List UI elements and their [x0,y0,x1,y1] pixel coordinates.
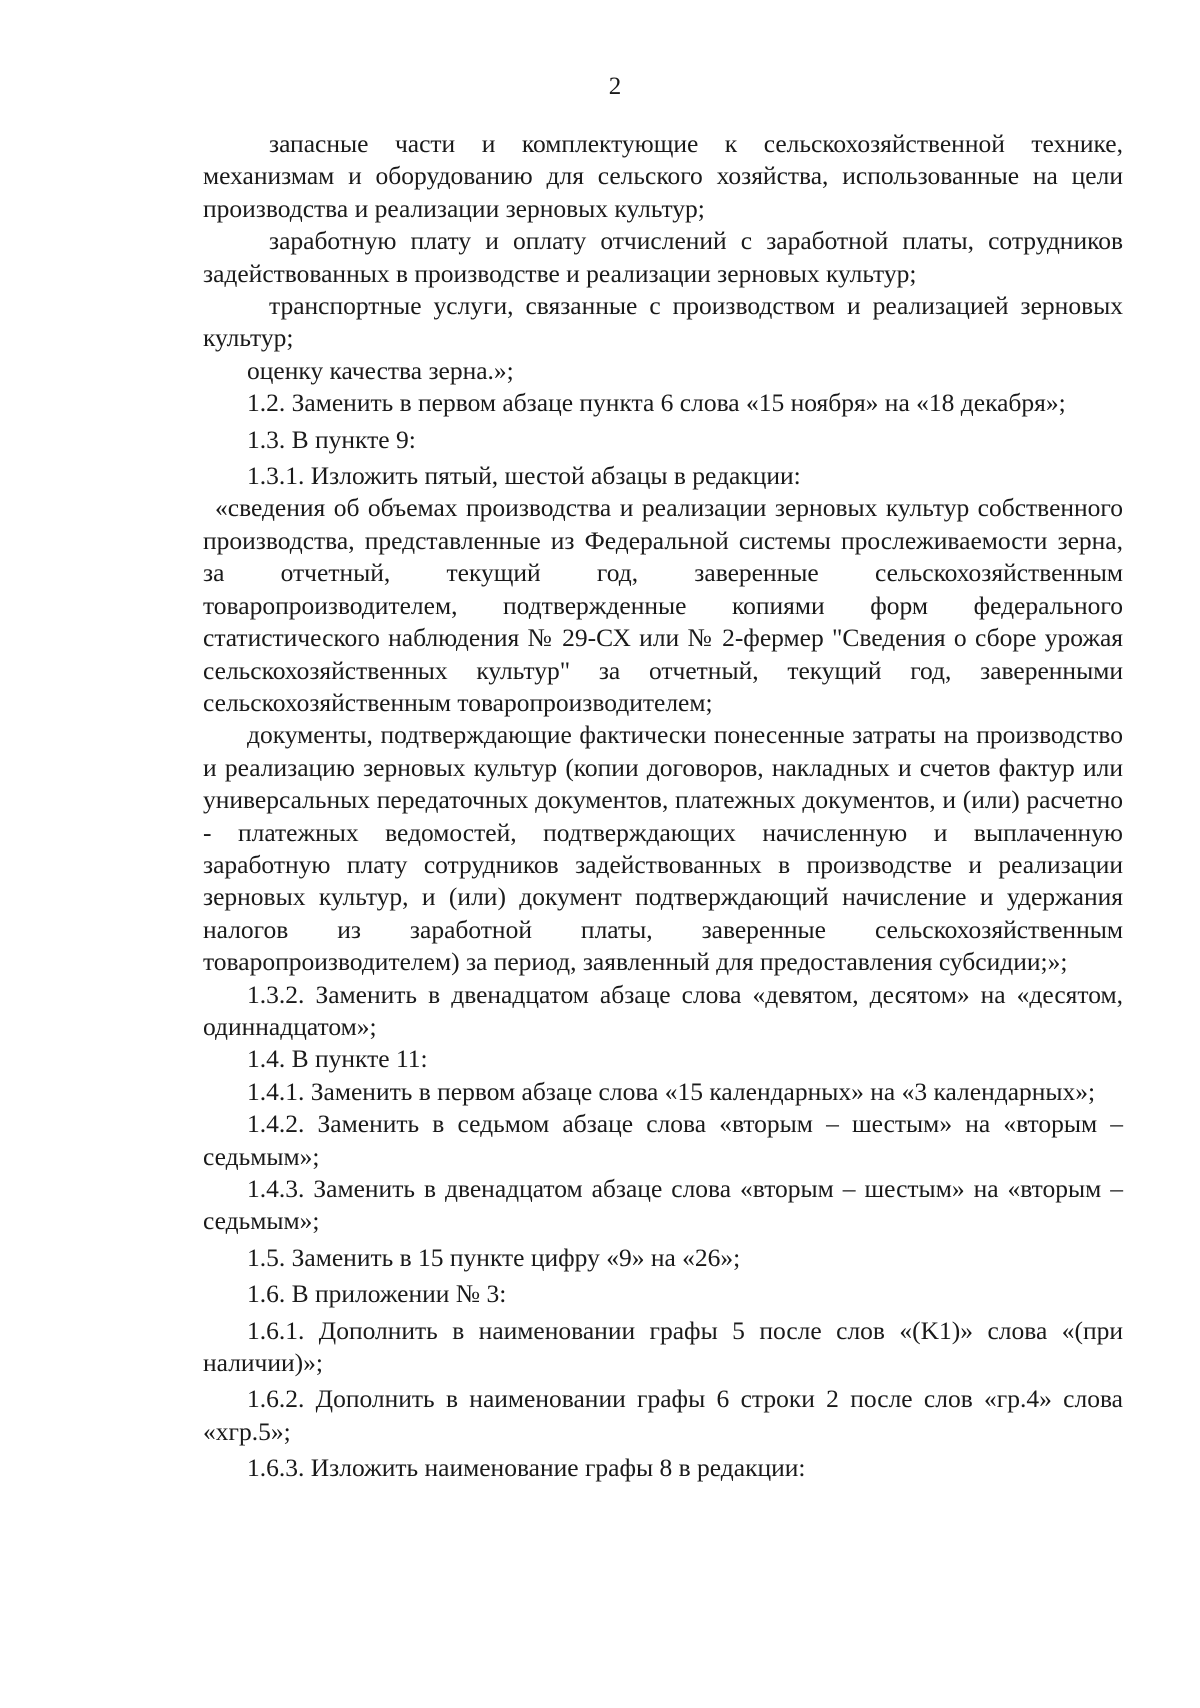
paragraph: 1.6.2. Дополнить в наименовании графы 6 строки 2 после слов «гр.4» слова «хгр.5»; [203,1384,1123,1446]
paragraph: транспортные услуги, связанные с производством и реализацией зерновых культур; [203,291,1123,353]
paragraph: 1.4.1. Заменить в первом абзаце слова «15 календарных» на «3 календарных»; [247,1076,1096,1106]
paragraph: запасные части и комплектующие к сельскохозяйственной технике, механизмам и оборудованию для сельского хозяйства, использованные на цели производства и реализации зерновых культур; [203,129,1123,223]
paragraph: 1.2. Заменить в первом абзаце пункта 6 слова «15 ноября» на «18 декабря»; [247,388,1066,418]
paragraph: «сведения об объемах производства и реализации зерновых культур собственного производства, представленные из Федеральной системы прослеживаемости зерна, за отчетный, текущий год, заверенные сельскохозяйственным товаропроизводителем, подтвержденные копиями форм федерального статистического наблюдения № 29-СХ или № 2-фермер "Сведения о сборе урожая сельскохозяйственных культур" за отчетный, текущий год, заверенными сельскохозяйственным товаропроизводителем; [203,493,1123,717]
paragraph: 1.3.1. Изложить пятый, шестой абзацы в редакции: [247,461,801,491]
paragraph: 1.3. В пункте 9: [247,424,416,454]
paragraph: заработную плату и оплату отчислений с заработной платы, сотрудников задействованных в производстве и реализации зерновых культур; [203,226,1123,288]
paragraph: 1.5. Заменить в 15 пункте цифру «9» на «26»; [247,1242,741,1272]
paragraph: 1.4.2. Заменить в седьмом абзаце слова «вторым – шестым» на «вторым – седьмым»; [203,1109,1123,1171]
paragraph: 1.4.3. Заменить в двенадцатом абзаце слова «вторым – шестым» на «вторым – седьмым»; [203,1174,1123,1236]
page-number: 2 [608,73,622,100]
paragraph: 1.4. В пункте 11: [247,1044,428,1074]
paragraph: документы, подтверждающие фактически понесенные затраты на производство и реализацию зерновых культур (копии договоров, накладных и счетов фактур или универсальных передаточных документов, платежных документов, и (или) расчетно - платежных ведомостей, подтверждающих начисленную и выплаченную заработную плату сотрудников задействованных в производстве и реализации зерновых культур, и (или) документ подтверждающий начисление и удержания налогов из заработной платы, заверенные сельскохозяйственным товаропроизводителем) за период, заявленный для предоставления субсидии;»; [203,720,1123,977]
paragraph: 1.3.2. Заменить в двенадцатом абзаце слова «девятом, десятом» на «десятом, одиннадцатом»; [203,979,1123,1041]
paragraph: 1.6. В приложении № 3: [247,1279,507,1309]
paragraph: 1.6.1. Дополнить в наименовании графы 5 после слов «(K1)» слова «(при наличии)»; [203,1315,1123,1378]
document-body [203,128,1123,1485]
paragraph: 1.6.3. Изложить наименование графы 8 в редакции: [247,1453,806,1483]
paragraph: оценку качества зерна.»; [247,355,514,385]
